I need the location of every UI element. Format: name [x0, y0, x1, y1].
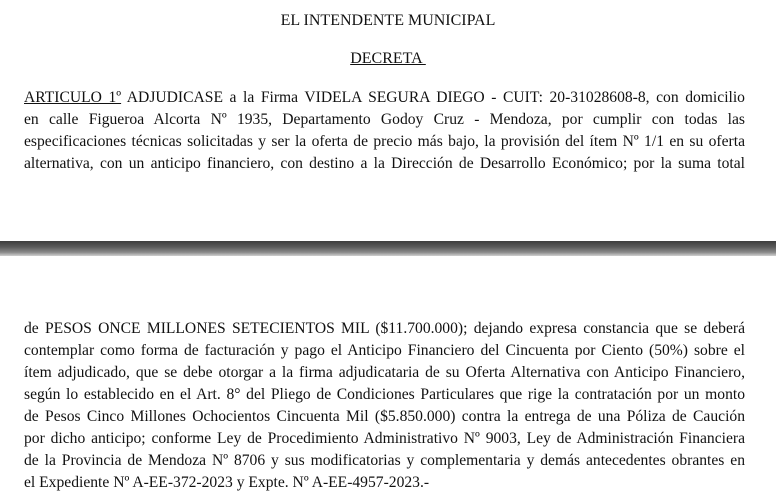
paragraph-line: contemplar como forma de facturación y pago el Anticipo Financiero del Cincuenta por Ciento (50%) sobre el: [24, 342, 745, 359]
paragraph-line-text: ADJUDICASE a la Firma VIDELA SEGURA DIEGO - CUIT: 20-31028608-8, con domicilio: [121, 89, 745, 106]
paragraph-line: alternativa, con un anticipo financiero, con destino a la Dirección de Desarrollo Económico; por la suma total: [24, 155, 745, 172]
article-label: ARTICULO 1º: [24, 89, 122, 106]
paragraph-line: según lo establecido en el Art. 8° del Pliego de Condiciones Particulares que rige la contratación por un monto: [24, 386, 745, 403]
paragraph-line: de PESOS ONCE MILLONES SETECIENTOS MIL ($11.700.000); dejando expresa constancia que se deberá: [24, 320, 745, 337]
paragraph-line: el Expediente Nº A-EE-372-2023 y Expte. Nº A-EE-4957-2023.-: [24, 474, 430, 491]
decree-heading-text: DECRETA: [350, 50, 426, 67]
paragraph-line: [24, 87, 745, 109]
paragraph-line: de la Provincia de Mendoza Nº 8706 y sus modificatorias y complementaria y demás antecedentes obrantes en: [24, 452, 745, 469]
document-page-2: [0, 256, 776, 494]
paragraph-line: por dicho anticipo; conforme Ley de Procedimiento Administrativo Nº 9003, Ley de Administración Financiera: [24, 430, 745, 447]
paragraph-line: de Pesos Cinco Millones Ochocientos Cincuenta Mil ($5.850.000) contra la entrega de una Póliza de Caución: [24, 408, 745, 425]
paragraph-line: ítem adjudicado, que se debe otorgar a la firma adjudicataria de su Oferta Alternativa con Anticipo Financiero,: [24, 364, 745, 381]
article-paragraph-part-2: [24, 318, 745, 494]
decree-heading: [0, 50, 776, 68]
article-paragraph-part-1: [24, 87, 745, 175]
paragraph-line: especificaciones técnicas solicitadas y ser la oferta de precio más bajo, la provisión del ítem Nº 1/1 en su oferta: [24, 133, 745, 150]
page-title: EL INTENDENTE MUNICIPAL: [280, 12, 496, 29]
document-page-1: [0, 0, 776, 241]
paragraph-line: en calle Figueroa Alcorta Nº 1935, Departamento Godoy Cruz - Mendoza, por cumplir con todas las: [24, 111, 745, 128]
page-break-divider: [0, 241, 776, 256]
